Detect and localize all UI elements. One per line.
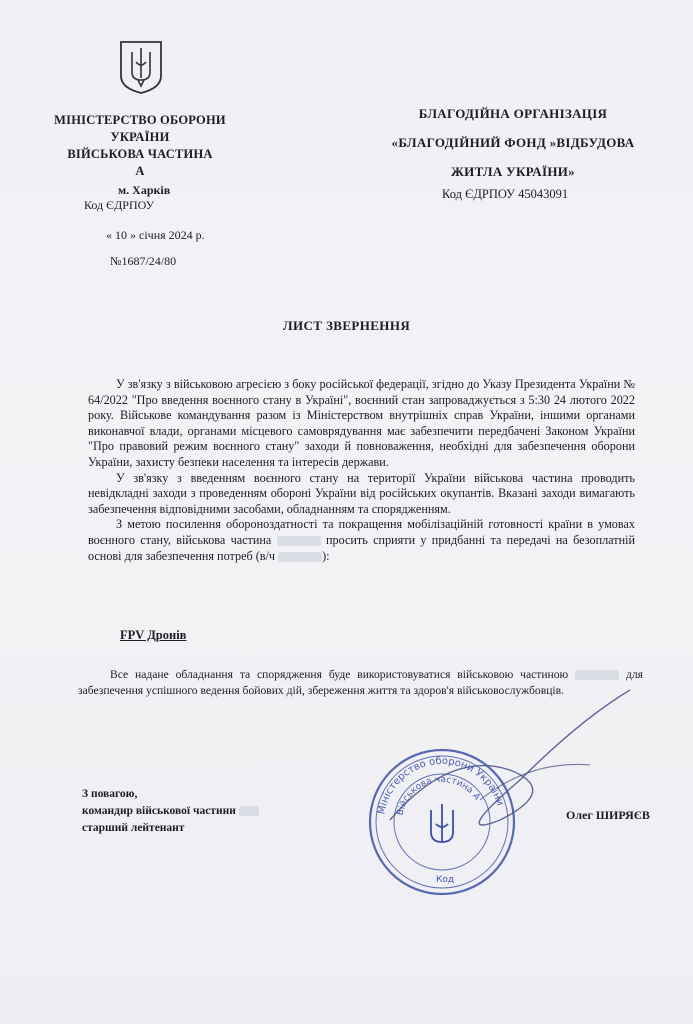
ministry-line: УКРАЇНИ xyxy=(110,130,170,144)
recipient-line: ЖИТЛА УКРАЇНИ» xyxy=(451,164,575,179)
recipient-line: БЛАГОДІЙНА ОРГАНІЗАЦІЯ xyxy=(418,106,608,121)
signer-name: Олег ШИРЯЄВ xyxy=(566,808,650,822)
closing-a: Все надане обладнання та спорядження буде використовуватися військовою частиною xyxy=(110,668,569,681)
signature-block xyxy=(82,786,259,837)
official-seal xyxy=(366,746,518,898)
document-title: ЛИСТ ЗВЕРНЕННЯ xyxy=(282,318,411,333)
letter-body xyxy=(88,377,635,564)
paragraph-2: У зв'язку з введенням воєнного стану на території України військова частина проводить невідкладні заходи з проведенням обороні України від російських окупантів. Вказані заходи вимагають забезпечення відповідними засобами, обладнанням та спорядженням. xyxy=(88,470,635,516)
ministry-header xyxy=(30,112,250,180)
paragraph-3-c: ): xyxy=(322,548,330,563)
seal-ring-text: Міністерство оборони України xyxy=(376,755,506,816)
redacted-unit xyxy=(239,806,259,816)
signature-line xyxy=(82,803,259,820)
ministry-line: МІНІСТЕРСТВО ОБОРОНИ xyxy=(54,113,226,127)
seal-inner-text: Військова частина А xyxy=(395,774,482,817)
closing-b: для забезпечення успішного ведення бойових дій, збереження життя та здоров'я військовослужбовців. xyxy=(78,668,644,697)
paragraph-1: У зв'язку з військовою агресією з боку російської федерації, згідно до Указу Президента України № 64/2022 "Про введення воєнного стану в Україні", воєнний стан запроваджується з 5:30 24 лютого 2022 року. Військове командування разом із Міністерством внутрішніх справ України, іншими органами виконавчої влади, органами місцевого самоврядування має забезпечити передбачені Законом України "Про правовий режим воєнного стану" заходи й повноваження, необхідні для забезпечення оборони України, захисту безпеки населення та інтересів держави. xyxy=(88,377,635,469)
letter-number: №1687/24/80 xyxy=(110,254,177,268)
ministry-line: А xyxy=(135,164,145,178)
redacted-unit xyxy=(278,552,322,562)
recipient-header xyxy=(378,99,648,186)
signature-line: старший лейтенант xyxy=(82,822,185,834)
edrpou-right: Код ЄДРПОУ 45043091 xyxy=(442,187,569,201)
ministry-line: ВІЙСЬКОВА ЧАСТИНА xyxy=(67,147,213,161)
signature-line-text: командир військової частини xyxy=(82,805,236,817)
requested-item: FPV Дронів xyxy=(120,628,187,642)
edrpou-left xyxy=(84,198,154,213)
paragraph-3 xyxy=(88,517,635,564)
recipient-line: «БЛАГОДІЙНИЙ ФОНД »ВІДБУДОВА xyxy=(391,135,635,150)
edrpou-left-label: Код ЄДРПОУ xyxy=(84,198,155,212)
seal-code: Код xyxy=(436,875,455,885)
paragraph-3-b: просить сприяти у придбанні та передачі на безоплатній основі для забезпечення потреб (в/ч xyxy=(88,532,636,563)
paragraph-3-a: З метою посилення обороноздатності та покращення мобілізаційній готовності країни в умовах воєнного стану, військова частина xyxy=(88,517,635,547)
redacted-unit xyxy=(277,536,321,546)
coat-of-arms-icon xyxy=(118,40,164,94)
letter-date: « 10 » січня 2024 р. xyxy=(106,228,205,242)
svg-text:Військова частина А xyxy=(396,775,483,817)
city: м. Харків xyxy=(118,183,171,197)
signature-line: З повагою, xyxy=(82,788,138,800)
